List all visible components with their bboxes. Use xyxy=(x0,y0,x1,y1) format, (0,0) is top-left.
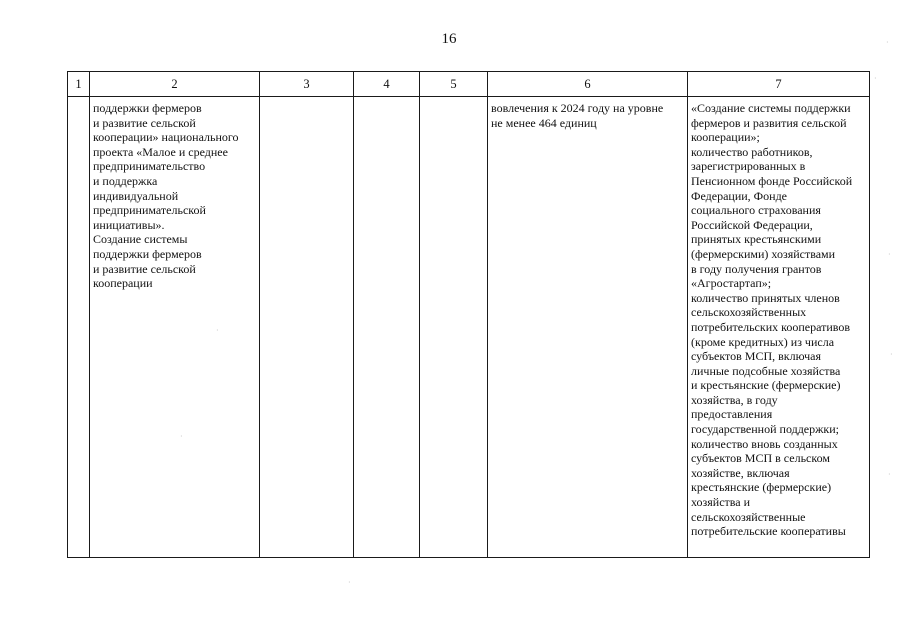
cell-text-col6: вовлечения к 2024 году на уровне не менее 464 единиц xyxy=(491,101,664,130)
scan-speck: · xyxy=(180,432,183,441)
table-cell-6 xyxy=(488,97,688,558)
cell-text-col7: «Создание системы поддержки фермеров и развития сельской кооперации»; количество работников, зарегистрированных в Пенсионном фонде Российской Федерации, Фонде социального страхования Российской Федерации, принятых крестьянскими (фермерскими) хозяйствами в году получения грантов «Агростартап»; количество принятых членов сельскохозяйственных потребительских кооперативов (кроме кредитных) из числа субъектов МСП, включая личные подсобные хозяйства и крестьянские (фермерские) хозяйства, в году предоставления государственной поддержки; количество вновь созданных субъектов МСП в сельском хозяйстве, включая крестьянские (фермерские) хозяйства и сельскохозяйственные потребительские кооперативы xyxy=(691,101,853,539)
table-cell-5 xyxy=(420,97,488,558)
table-header-row xyxy=(68,72,870,97)
table-cell-3 xyxy=(260,97,354,558)
table-cell-4 xyxy=(354,97,420,558)
scan-speck: · xyxy=(888,250,891,259)
column-header-1: 1 xyxy=(68,72,90,97)
scan-speck: · xyxy=(888,470,891,479)
column-header-7: 7 xyxy=(688,72,870,97)
scan-speck: · xyxy=(874,74,877,83)
scan-speck: · xyxy=(890,350,893,359)
table-row xyxy=(68,97,870,558)
cell-text-col2: поддержки фермеров и развитие сельской кооперации» национального проекта «Малое и среднее предпринимательство и поддержка индивидуальной предпринимательской инициативы». Создание системы поддержки фермеров и развитие сельской кооперации xyxy=(93,101,239,291)
table-cell-2 xyxy=(90,97,260,558)
column-header-5: 5 xyxy=(420,72,488,97)
table-cell-7 xyxy=(688,97,870,558)
column-header-6: 6 xyxy=(488,72,688,97)
data-table xyxy=(67,71,870,558)
column-header-2: 2 xyxy=(90,72,260,97)
column-header-3: 3 xyxy=(260,72,354,97)
scan-speck: · xyxy=(216,326,219,335)
table-cell-1 xyxy=(68,97,90,558)
scan-speck: · xyxy=(348,578,351,587)
column-header-4: 4 xyxy=(354,72,420,97)
scan-speck: · xyxy=(886,38,889,47)
page-number: 16 xyxy=(441,31,457,47)
